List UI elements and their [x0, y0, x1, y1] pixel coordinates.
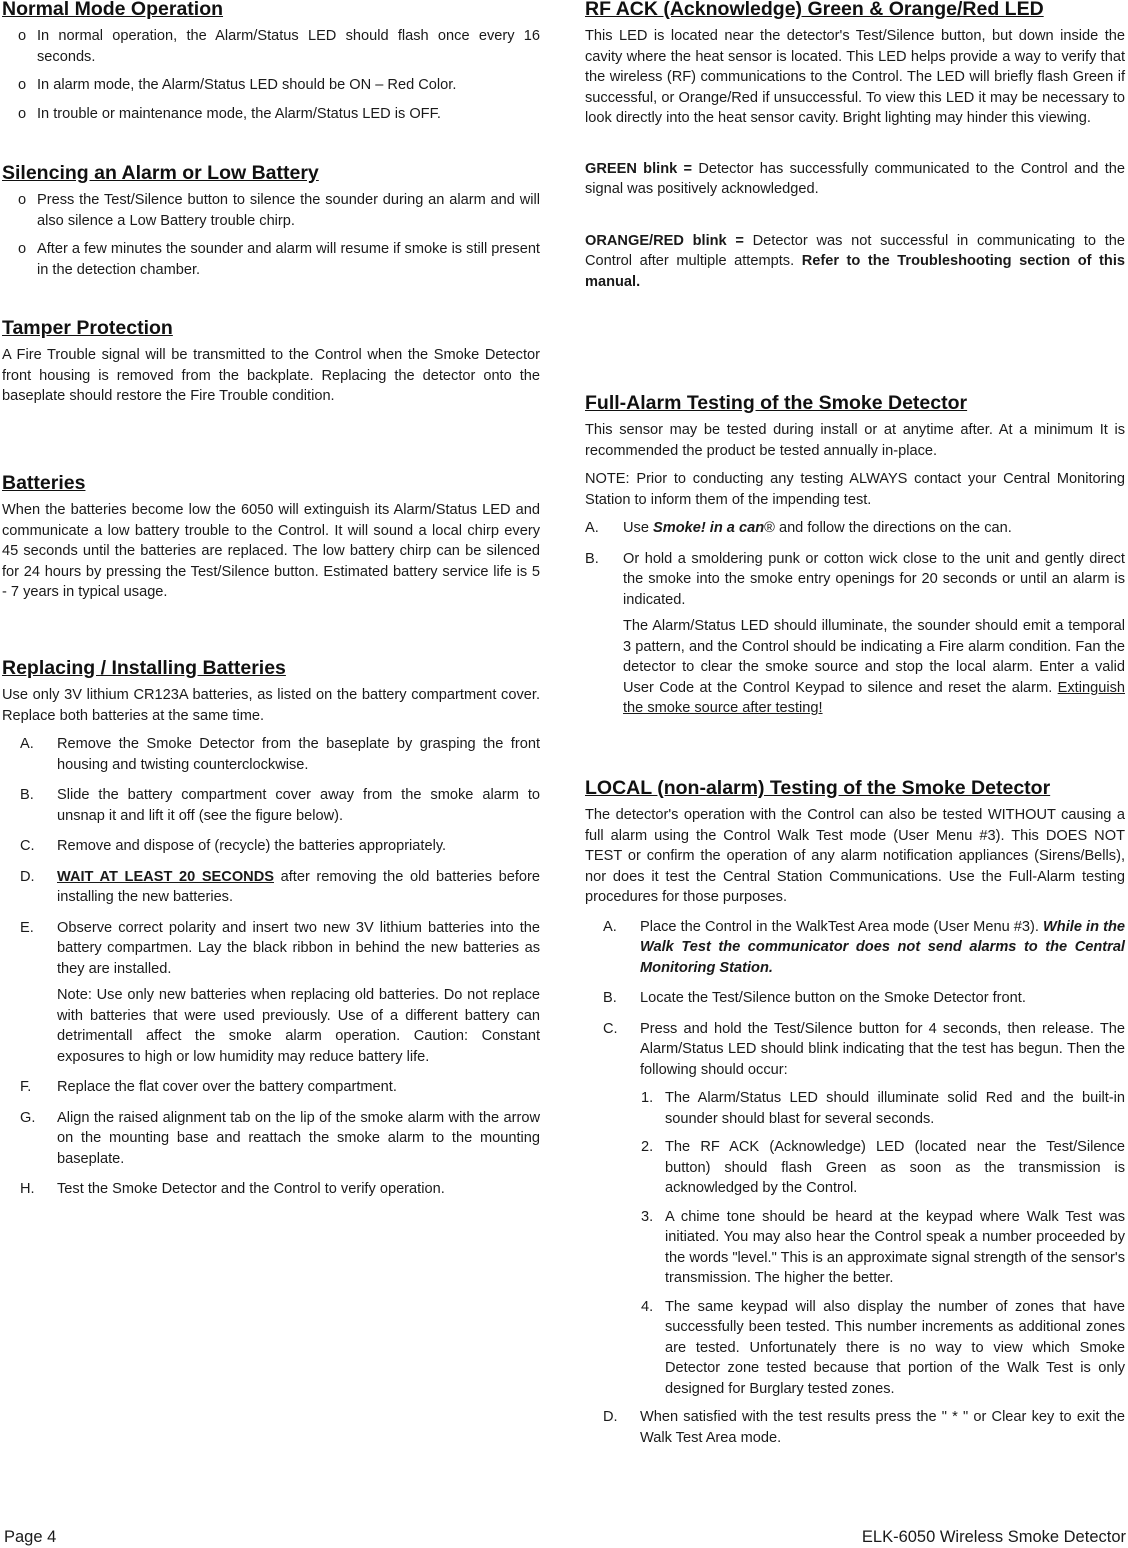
item-text: ® and follow the directions on the can.	[764, 520, 1012, 536]
step-number: 2.	[641, 1139, 654, 1155]
item-text: When satisfied with the test results press the " * " or Clear key to exit the Walk Test Area mode.	[640, 1409, 1125, 1446]
list-item	[2, 918, 540, 980]
list-item	[585, 917, 1125, 979]
item-letter: A.	[603, 918, 617, 935]
list-item	[2, 734, 540, 775]
section-title: Replacing / Installing Batteries	[2, 657, 286, 679]
section-title: RF ACK (Acknowledge) Green & Orange/Red LED	[585, 0, 1044, 20]
list-item	[2, 1077, 540, 1098]
list-item	[585, 988, 1125, 1009]
list-item	[585, 1407, 1125, 1448]
note-text: The Alarm/Status LED should illuminate, the sounder should emit a temporal 3 pattern, and the Control should be indicating a Fire alarm condition. Fan the detector to clear the smoke source and stop the local alarm. Enter a valid User Code at the Control Keypad to silence and reset the alarm.	[623, 618, 1125, 696]
extinguish-warning: Extinguish the smoke source after testing!	[623, 679, 1125, 716]
item-letter: H.	[20, 1181, 35, 1197]
section-title: Silencing an Alarm or Low Battery	[2, 162, 319, 184]
item-text: Use	[623, 520, 654, 536]
item-emphasis: WAIT AT LEAST 20 SECONDS	[57, 868, 274, 885]
item-letter: C.	[603, 1020, 618, 1037]
orange-blink-desc: Detector was not successful in communicating to the Control after multiple attempts.	[585, 232, 1125, 269]
step-text: The RF ACK (Acknowledge) LED (located near the Test/Silence button) should flash Green as soon as the transmission is acknowledged by the Control.	[665, 1139, 1125, 1196]
list-item	[2, 1179, 540, 1200]
full-alarm-testing-section	[585, 392, 1125, 727]
item-letter: B.	[585, 550, 599, 567]
section-intro: Use only 3V lithium CR123A batteries, as listed on the battery compartment cover. Replace both batteries at the same time.	[2, 687, 540, 724]
item-text: Observe correct polarity and insert two new 3V lithium batteries into the battery compartmen. Lay the black ribbon in behind the new batteries as they are installed.	[57, 919, 540, 977]
step-item	[585, 1137, 1125, 1199]
list-item	[2, 75, 540, 96]
step-number: 1.	[641, 1090, 654, 1106]
list-item	[2, 104, 540, 125]
troubleshooting-reference: Refer to the Troubleshooting section of this manual.	[585, 253, 1126, 290]
section-title: LOCAL (non-alarm) Testing of the Smoke Detector	[585, 777, 1051, 799]
item-letter: A.	[585, 520, 599, 536]
item-letter: G.	[20, 1109, 36, 1126]
bullet-text: Press the Test/Silence button to silence the sounder during an alarm and will also silence a Low Battery trouble chirp.	[37, 192, 540, 229]
tamper-section	[2, 317, 540, 407]
section-text: The detector's operation with the Control can also be tested WITHOUT causing a full alarm using the Control Walk Test mode (User Menu #3). This DOES NOT TEST or confirm the operation of any alarm notification appliances (Sirens/Bells), nor does it test the Central Station Communications. Use the Full-Alarm testing procedures for those purposes.	[585, 807, 1125, 905]
list-item	[2, 867, 540, 908]
step-text: The same keypad will also display the number of zones that have successfully been tested. This number increments as additional zones are tested. Unfortunately there is no way to view which Smoke Detector zone tested because that portion of the Walk Test is only designed for Burglary tested zones.	[665, 1298, 1125, 1397]
section-title: Normal Mode Operation	[2, 0, 224, 20]
normal-mode-section	[2, 0, 540, 132]
item-text: Replace the flat cover over the battery compartment.	[57, 1079, 397, 1095]
item-text: Press and hold the Test/Silence button for 4 seconds, then release. The Alarm/Status LED should blink indicating that the test has begun. Then the following should occur:	[640, 1020, 1125, 1078]
section-text: This LED is located near the detector's Test/Silence button, but down inside the cavity where the heat sensor is located. This LED helps provide a way to verify that the wireless (RF) communications to the Control. The LED will briefly flash Green if successful, or Orange/Red if unsuccessful. To view this LED it may be necessary to look directly into the heat sensor cavity. Bright lighting may hinder this viewing.	[585, 28, 1125, 126]
item-letter: D.	[603, 1409, 618, 1425]
page-number: Page 4	[4, 1528, 57, 1546]
orange-blink-text	[585, 231, 1125, 293]
item-text: Remove the Smoke Detector from the baseplate by grasping the front housing and twisting counterclockwise.	[57, 736, 540, 773]
step-item	[585, 1088, 1125, 1129]
step-text: A chime tone should be heard at the keypad where Walk Test was initiated. You may also hear the Control speak a number proceeded by the words "level." This is an approximate signal strength of the sensor's transmission. The higher the better.	[665, 1208, 1125, 1286]
bullet-marker: o	[18, 241, 27, 257]
battery-note: Note: Use only new batteries when replacing old batteries. Do not replace with batteries that were used previously. Use of a different battery can detrimentall affect the smoke alarm operation. Caution: Constant exposures to high or low humidity may reduce battery life.	[57, 987, 540, 1065]
step-item	[585, 1207, 1125, 1289]
green-blink-desc: Detector has successfully communicated to the Control and the signal was positively acknowledged.	[585, 160, 1125, 197]
bullet-marker: o	[18, 105, 27, 122]
list-item	[585, 549, 1125, 611]
bullet-marker: o	[18, 77, 27, 93]
item-letter: F.	[20, 1079, 32, 1095]
item-text: Align the raised alignment tab on the lip of the smoke alarm with the arrow on the mounting base and reattach the smoke alarm to the mounting baseplate.	[57, 1109, 540, 1167]
item-letter: A.	[20, 736, 34, 752]
item-letter: B.	[20, 787, 34, 803]
list-item	[2, 1108, 540, 1170]
green-blink-text	[585, 159, 1125, 200]
list-item	[2, 26, 540, 67]
list-item	[585, 518, 1125, 539]
list-item	[2, 785, 540, 826]
alarm-note	[585, 616, 1125, 719]
item-letter: C.	[20, 838, 35, 854]
item-text: Or hold a smoldering punk or cotton wick close to the unit and gently direct the smoke into the smoke entry openings for 20 seconds or until an alarm is indicated.	[623, 550, 1125, 608]
bullet-text: In normal operation, the Alarm/Status LED should flash once every 16 seconds.	[37, 28, 540, 65]
section-title: Full-Alarm Testing of the Smoke Detector	[585, 392, 968, 414]
section-note: NOTE: Prior to conducting any testing ALWAYS contact your Central Monitoring Station to inform them of the impending test.	[585, 471, 1125, 508]
green-blink-label: GREEN blink =	[585, 160, 693, 177]
step-number: 3.	[641, 1208, 654, 1225]
list-item	[2, 836, 540, 857]
item-warning: While in the Walk Test the communicator does not send alarms to the Central Monitoring Station.	[640, 918, 1125, 976]
section-text: When the batteries become low the 6050 will extinguish its Alarm/Status LED and communicate a low battery trouble to the Control. It will sound a local chirp every 45 seconds until the batteries are replaced. The low battery chirp can be silenced for 24 hours by pressing the Test/Silence button. Estimated battery service life is 5 - 7 years in typical usage.	[2, 502, 540, 600]
item-letter: B.	[603, 990, 617, 1006]
section-title: Tamper Protection	[2, 317, 173, 339]
section-text: A Fire Trouble signal will be transmitted to the Control when the Smoke Detector front housing is removed from the backplate. Replacing the detector onto the baseplate should restore the Fire Trouble condition.	[2, 347, 540, 404]
item-text: Remove and dispose of (recycle) the batteries appropriately.	[57, 838, 447, 854]
product-name: Smoke! in a can	[653, 520, 765, 536]
item-letter: E.	[20, 919, 34, 936]
bullet-marker: o	[18, 28, 27, 44]
list-item	[585, 1019, 1125, 1081]
item-text: Slide the battery compartment cover away from the smoke alarm to unsnap it and lift it off (see the figure below).	[57, 787, 540, 824]
item-text: Place the Control in the WalkTest Area mode (User Menu #3).	[640, 918, 1044, 935]
silencing-section	[2, 162, 540, 288]
section-title: Batteries	[2, 472, 86, 494]
section-text: This sensor may be tested during install or at anytime after. At a minimum It is recommended the product be tested annually in-place.	[585, 422, 1125, 459]
list-item	[2, 190, 540, 231]
step-item	[585, 1297, 1125, 1400]
step-number: 4.	[641, 1298, 654, 1315]
bullet-text: In alarm mode, the Alarm/Status LED should be ON – Red Color.	[37, 77, 457, 93]
list-item	[2, 239, 540, 280]
local-testing-section	[585, 777, 1125, 1458]
orange-blink-label: ORANGE/RED blink =	[585, 232, 744, 249]
bullet-text: After a few minutes the sounder and alarm will resume if smoke is still present in the detection chamber.	[37, 241, 540, 278]
batteries-section	[2, 472, 540, 603]
item-letter: D.	[20, 868, 35, 885]
item-text: Locate the Test/Silence button on the Smoke Detector front.	[640, 990, 1026, 1006]
item-text: after removing the old batteries before installing the new batteries.	[57, 868, 541, 905]
replacing-batteries-section	[2, 657, 540, 1210]
rf-ack-section	[585, 0, 1125, 292]
product-title: ELK-6050 Wireless Smoke Detector	[861, 1528, 1126, 1546]
bullet-marker: o	[18, 192, 27, 208]
bullet-text: In trouble or maintenance mode, the Alarm/Status LED is OFF.	[37, 105, 441, 122]
item-text: Test the Smoke Detector and the Control to verify operation.	[57, 1181, 445, 1197]
step-text: The Alarm/Status LED should illuminate solid Red and the built-in sounder should blast for several seconds.	[665, 1090, 1125, 1127]
